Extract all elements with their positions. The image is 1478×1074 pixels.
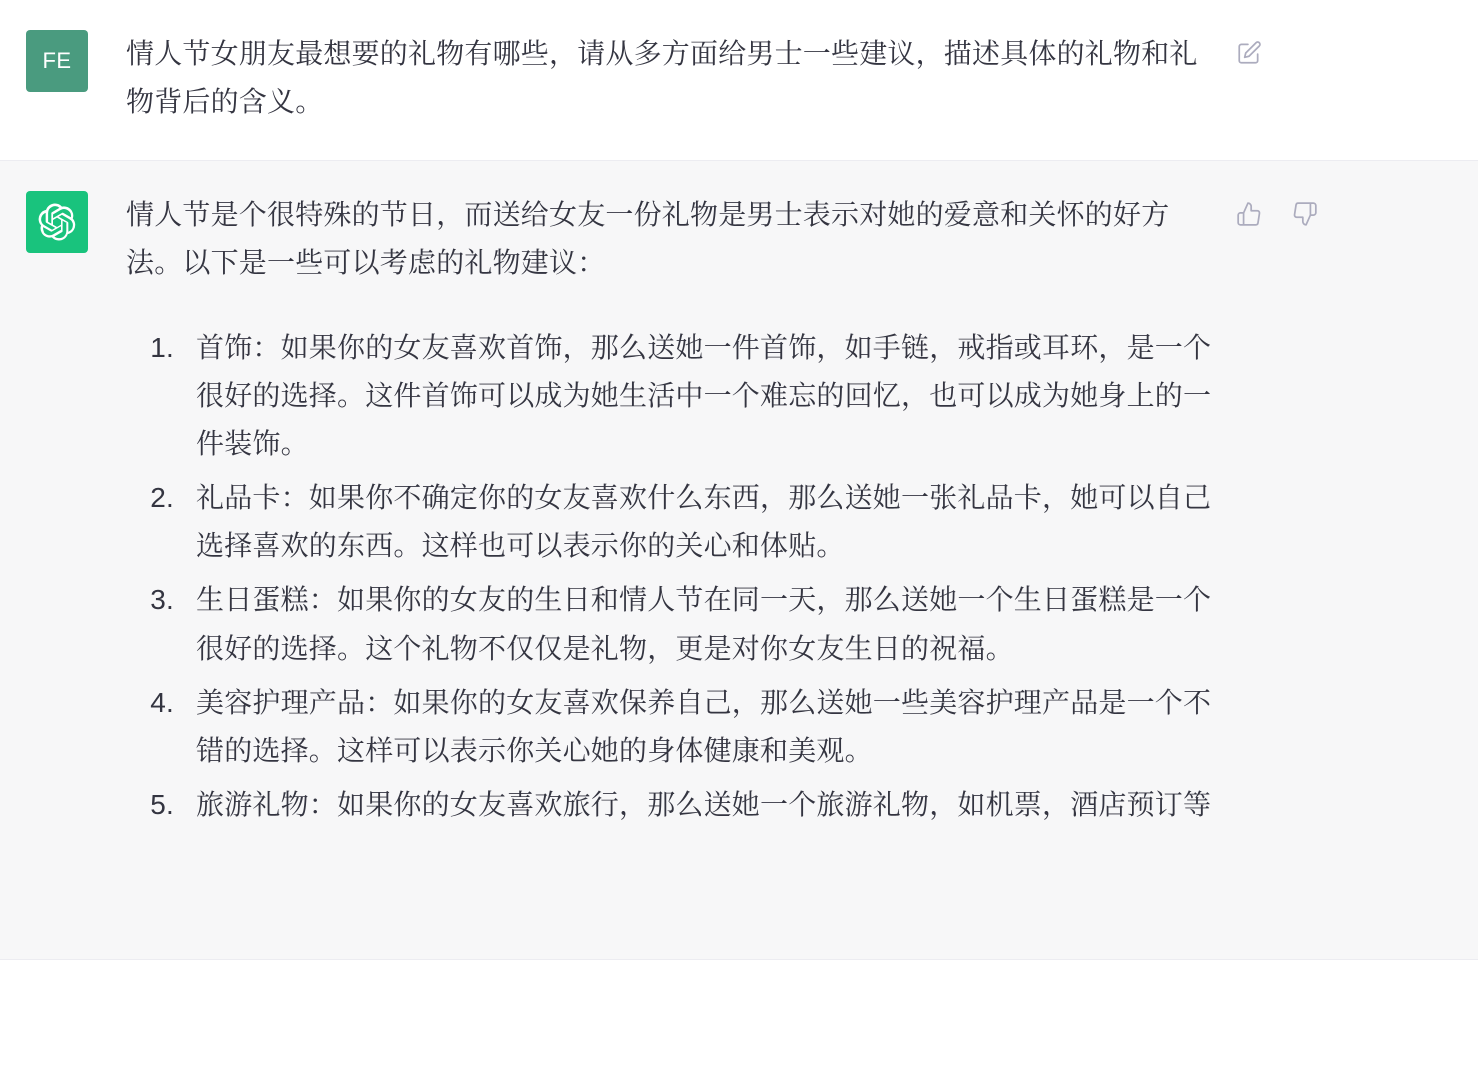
- thumbs-down-icon[interactable]: [1290, 199, 1320, 229]
- assistant-avatar-column: [0, 191, 126, 253]
- assistant-message-actions: [1234, 191, 1394, 229]
- list-item: 1. 首饰：如果你的女友喜欢首饰，那么送她一件首饰，如手链，戒指或耳环，是一个很好的选择。这件首饰可以成为她生活中一个难忘的回忆，也可以成为她身上的一件装饰。: [182, 324, 1214, 468]
- list-item: 2. 礼品卡：如果你不确定你的女友喜欢什么东西，那么送她一张礼品卡，她可以自己选择喜欢的东西。这样也可以表示你的关心和体贴。: [182, 474, 1214, 570]
- edit-pencil-icon[interactable]: [1234, 38, 1264, 68]
- assistant-message-content: [126, 191, 1234, 835]
- list-item: 5. 旅游礼物：如果你的女友喜欢旅行，那么送她一个旅游礼物，如机票，酒店预订等: [182, 781, 1214, 829]
- user-message-row: [0, 0, 1478, 160]
- thumbs-up-icon[interactable]: [1234, 199, 1264, 229]
- user-message-content: [126, 30, 1234, 126]
- user-message-text: 情人节女朋友最想要的礼物有哪些，请从多方面给男士一些建议，描述具体的礼物和礼物背后的含义。: [126, 38, 1198, 118]
- gift-suggestion-list: [126, 324, 1214, 830]
- assistant-message-row: [0, 160, 1478, 960]
- openai-logo-icon: [26, 191, 88, 253]
- list-item: 4. 美容护理产品：如果你的女友喜欢保养自己，那么送她一些美容护理产品是一个不错的选择。这样可以表示你关心她的身体健康和美观。: [182, 679, 1214, 775]
- user-message-actions: [1234, 30, 1394, 68]
- avatar-initials: FE: [42, 48, 72, 73]
- assistant-intro-text: 情人节是个很特殊的节日，而送给女友一份礼物是男士表示对她的爱意和关怀的好方法。以下是一些可以考虑的礼物建议：: [126, 199, 1170, 279]
- list-item: 3. 生日蛋糕：如果你的女友的生日和情人节在同一天，那么送她一个生日蛋糕是一个很好的选择。这个礼物不仅仅是礼物，更是对你女友生日的祝福。: [182, 576, 1214, 672]
- user-avatar-column: [0, 30, 126, 92]
- avatar: [26, 30, 88, 92]
